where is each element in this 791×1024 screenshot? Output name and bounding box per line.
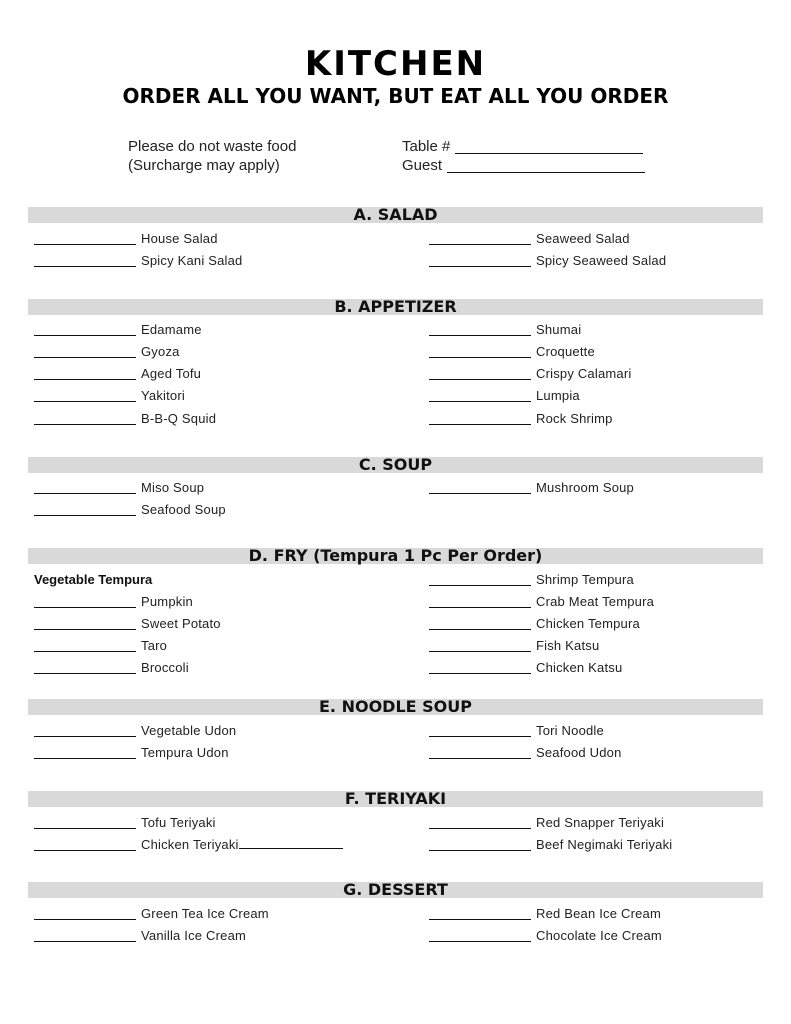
quantity-field[interactable] [429, 379, 531, 380]
item-label: Fish Katsu [536, 638, 600, 653]
item-label: Pumpkin [141, 594, 193, 609]
item-label: Lumpia [536, 388, 580, 403]
item-label: Tempura Udon [141, 745, 229, 760]
quantity-field[interactable] [34, 266, 136, 267]
quantity-field[interactable] [34, 850, 136, 851]
page-subtitle: ORDER ALL YOU WANT, BUT EAT ALL YOU ORDER [122, 84, 669, 108]
item-label: Broccoli [141, 660, 189, 675]
quantity-field[interactable] [429, 585, 531, 586]
item-label: Tofu Teriyaki [141, 815, 216, 830]
section-header-fry: D. FRY (Tempura 1 Pc Per Order) [28, 548, 763, 564]
quantity-field[interactable] [429, 493, 531, 494]
waste-notice: Please do not waste food [128, 138, 297, 155]
page-title: KITCHEN [304, 44, 487, 84]
item-label: Yakitori [141, 388, 185, 403]
item-label: Sweet Potato [141, 616, 221, 631]
item-label: Crab Meat Tempura [536, 594, 655, 609]
extra-blank-line[interactable] [239, 848, 343, 849]
quantity-field[interactable] [34, 335, 136, 336]
item-label: House Salad [141, 231, 218, 246]
item-label: Beef Negimaki Teriyaki [536, 837, 673, 852]
section-header-teriyaki: F. TERIYAKI [28, 791, 763, 807]
quantity-field[interactable] [34, 828, 136, 829]
item-label: Rock Shrimp [536, 411, 613, 426]
quantity-field[interactable] [429, 850, 531, 851]
item-label-with-trailing-blank [141, 837, 343, 852]
quantity-field[interactable] [429, 424, 531, 425]
quantity-field[interactable] [34, 424, 136, 425]
item-label: Spicy Seaweed Salad [536, 253, 667, 268]
table-number-label: Table # [402, 138, 451, 155]
quantity-field[interactable] [429, 607, 531, 608]
quantity-field[interactable] [429, 736, 531, 737]
quantity-field[interactable] [34, 401, 136, 402]
quantity-field[interactable] [34, 244, 136, 245]
item-label: Mushroom Soup [536, 480, 634, 495]
item-label: Seafood Udon [536, 745, 622, 760]
item-label: Vanilla Ice Cream [141, 928, 247, 943]
quantity-field[interactable] [34, 515, 136, 516]
quantity-field[interactable] [34, 379, 136, 380]
item-text: Chicken Teriyaki [141, 837, 239, 852]
quantity-field[interactable] [429, 919, 531, 920]
item-label: Shrimp Tempura [536, 572, 634, 587]
item-label: Chocolate Ice Cream [536, 928, 662, 943]
quantity-field[interactable] [429, 401, 531, 402]
quantity-field[interactable] [34, 651, 136, 652]
quantity-field[interactable] [429, 941, 531, 942]
item-label: Croquette [536, 344, 595, 359]
item-label: Green Tea Ice Cream [141, 906, 269, 921]
quantity-field[interactable] [34, 919, 136, 920]
section-header-appetizer: B. APPETIZER [28, 299, 763, 315]
item-label: B-B-Q Squid [141, 411, 217, 426]
section-header-salad: A. SALAD [28, 207, 763, 223]
item-label: Spicy Kani Salad [141, 253, 243, 268]
item-label: Taro [141, 638, 168, 653]
quantity-field[interactable] [429, 651, 531, 652]
item-label: Crispy Calamari [536, 366, 632, 381]
section-header-noodle-soup: E. NOODLE SOUP [28, 699, 763, 715]
quantity-field[interactable] [429, 357, 531, 358]
table-number-field[interactable] [455, 153, 643, 154]
quantity-field[interactable] [429, 244, 531, 245]
item-label: Gyoza [141, 344, 180, 359]
item-label: Red Snapper Teriyaki [536, 815, 665, 830]
quantity-field[interactable] [34, 607, 136, 608]
quantity-field[interactable] [429, 758, 531, 759]
item-label: Aged Tofu [141, 366, 202, 381]
section-header-dessert: G. DESSERT [28, 882, 763, 898]
item-label: Miso Soup [141, 480, 205, 495]
item-label: Chicken Tempura [536, 616, 640, 631]
quantity-field[interactable] [34, 736, 136, 737]
quantity-field[interactable] [429, 673, 531, 674]
item-label: Seafood Soup [141, 502, 226, 517]
guest-label: Guest [402, 157, 443, 174]
quantity-field[interactable] [429, 828, 531, 829]
section-header-soup: C. SOUP [28, 457, 763, 473]
quantity-field[interactable] [34, 941, 136, 942]
quantity-field[interactable] [429, 266, 531, 267]
item-label: Shumai [536, 322, 582, 337]
quantity-field[interactable] [429, 335, 531, 336]
item-label: Tori Noodle [536, 723, 604, 738]
item-label: Chicken Katsu [536, 660, 623, 675]
item-label: Vegetable Udon [141, 723, 237, 738]
quantity-field[interactable] [429, 629, 531, 630]
quantity-field[interactable] [34, 629, 136, 630]
item-label: Edamame [141, 322, 202, 337]
quantity-field[interactable] [34, 673, 136, 674]
surcharge-notice: (Surcharge may apply) [128, 157, 280, 174]
quantity-field[interactable] [34, 493, 136, 494]
guest-field[interactable] [447, 172, 645, 173]
vegetable-tempura-subheading: Vegetable Tempura [34, 572, 153, 587]
item-label: Red Bean Ice Cream [536, 906, 661, 921]
quantity-field[interactable] [34, 758, 136, 759]
item-label: Seaweed Salad [536, 231, 630, 246]
quantity-field[interactable] [34, 357, 136, 358]
